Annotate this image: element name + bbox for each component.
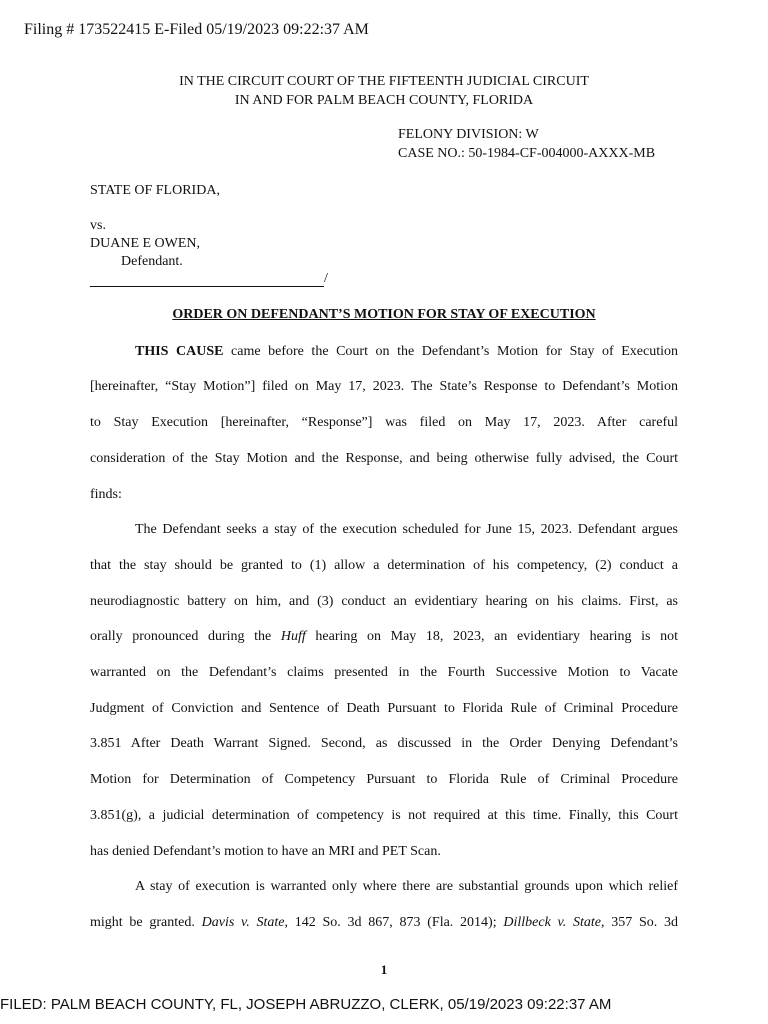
defendant-name: DUANE E OWEN, bbox=[90, 236, 201, 251]
paragraph-1-line-1: THIS CAUSE came before the Court on the Defendant’s Motion for Stay of Execution bbox=[135, 344, 679, 359]
paragraph-2-line-9: 3.851(g), a judicial determination of competency is not required at this time. Finally, this Court bbox=[90, 808, 678, 823]
defendant-role: Defendant. bbox=[121, 254, 183, 269]
paragraph-2-line-10: has denied Defendant’s motion to have an MRI and PET Scan. bbox=[90, 844, 441, 859]
paragraph-2-line-6: Judgment of Conviction and Sentence of Death Pursuant to Florida Rule of Criminal Procedure bbox=[90, 701, 678, 716]
dillbeck-case-name: Dillbeck v. State bbox=[503, 915, 601, 930]
paragraph-3-line-1: A stay of execution is warranted only where there are substantial grounds upon which relief bbox=[135, 879, 678, 894]
clerk-filing-footer: FILED: PALM BEACH COUNTY, FL, JOSEPH ABRUZZO, CLERK, 05/19/2023 09:22:37 AM bbox=[0, 996, 612, 1013]
plaintiff-name: STATE OF FLORIDA, bbox=[90, 183, 220, 198]
paragraph-1-line-3: to Stay Execution [hereinafter, “Response”] was filed on May 17, 2023. After careful bbox=[90, 415, 678, 430]
paragraph-2-line-3: neurodiagnostic battery on him, and (3) conduct an evidentiary hearing on his claims. First, as bbox=[90, 594, 678, 609]
caption-slash: / bbox=[324, 271, 328, 286]
paragraph-2-line-5: warranted on the Defendant’s claims presented in the Fourth Successive Motion to Vacate bbox=[90, 665, 678, 680]
paragraph-2-line-7: 3.851 After Death Warrant Signed. Second, as discussed in the Order Denying Defendant’s bbox=[90, 736, 678, 751]
caption-divider bbox=[90, 271, 328, 287]
page-number: 1 bbox=[380, 962, 388, 977]
versus-label: vs. bbox=[90, 218, 106, 233]
court-name-line-2: IN AND FOR PALM BEACH COUNTY, FLORIDA bbox=[234, 93, 534, 108]
paragraph-1-line-4: consideration of the Stay Motion and the Response, and being otherwise fully advised, the Court bbox=[90, 451, 678, 466]
paragraph-2-line-2: that the stay should be granted to (1) allow a determination of his competency, (2) conduct a bbox=[90, 558, 678, 573]
paragraph-1-line-5: finds: bbox=[90, 487, 122, 502]
division-label: FELONY DIVISION: W bbox=[398, 127, 539, 142]
filing-stamp: Filing # 173522415 E-Filed 05/19/2023 09:22:37 AM bbox=[24, 21, 369, 38]
paragraph-2-line-8: Motion for Determination of Competency Pursuant to Florida Rule of Criminal Procedure bbox=[90, 772, 678, 787]
paragraph-1-line-2: [hereinafter, “Stay Motion”] filed on May 17, 2023. The State’s Response to Defendant’s Motion bbox=[90, 379, 678, 394]
paragraph-2-line-1: The Defendant seeks a stay of the execution scheduled for June 15, 2023. Defendant argues bbox=[135, 522, 678, 537]
huff-case-name: Huff bbox=[280, 629, 306, 644]
paragraph-2-line-4: orally pronounced during the Huff hearing on May 18, 2023, an evidentiary hearing is not bbox=[90, 629, 679, 644]
this-cause-lead: THIS CAUSE bbox=[135, 344, 224, 359]
case-number: CASE NO.: 50-1984-CF-004000-AXXX-MB bbox=[398, 146, 656, 161]
paragraph-3-line-2: might be granted. Davis v. State, 142 So. 3d 867, 873 (Fla. 2014); Dillbeck v. State, 357 So. 3d bbox=[90, 915, 678, 930]
court-name-line-1: IN THE CIRCUIT COURT OF THE FIFTEENTH JUDICIAL CIRCUIT bbox=[179, 74, 589, 89]
order-title: ORDER ON DEFENDANT’S MOTION FOR STAY OF EXECUTION bbox=[172, 307, 596, 322]
davis-case-name: Davis v. State bbox=[201, 915, 285, 930]
